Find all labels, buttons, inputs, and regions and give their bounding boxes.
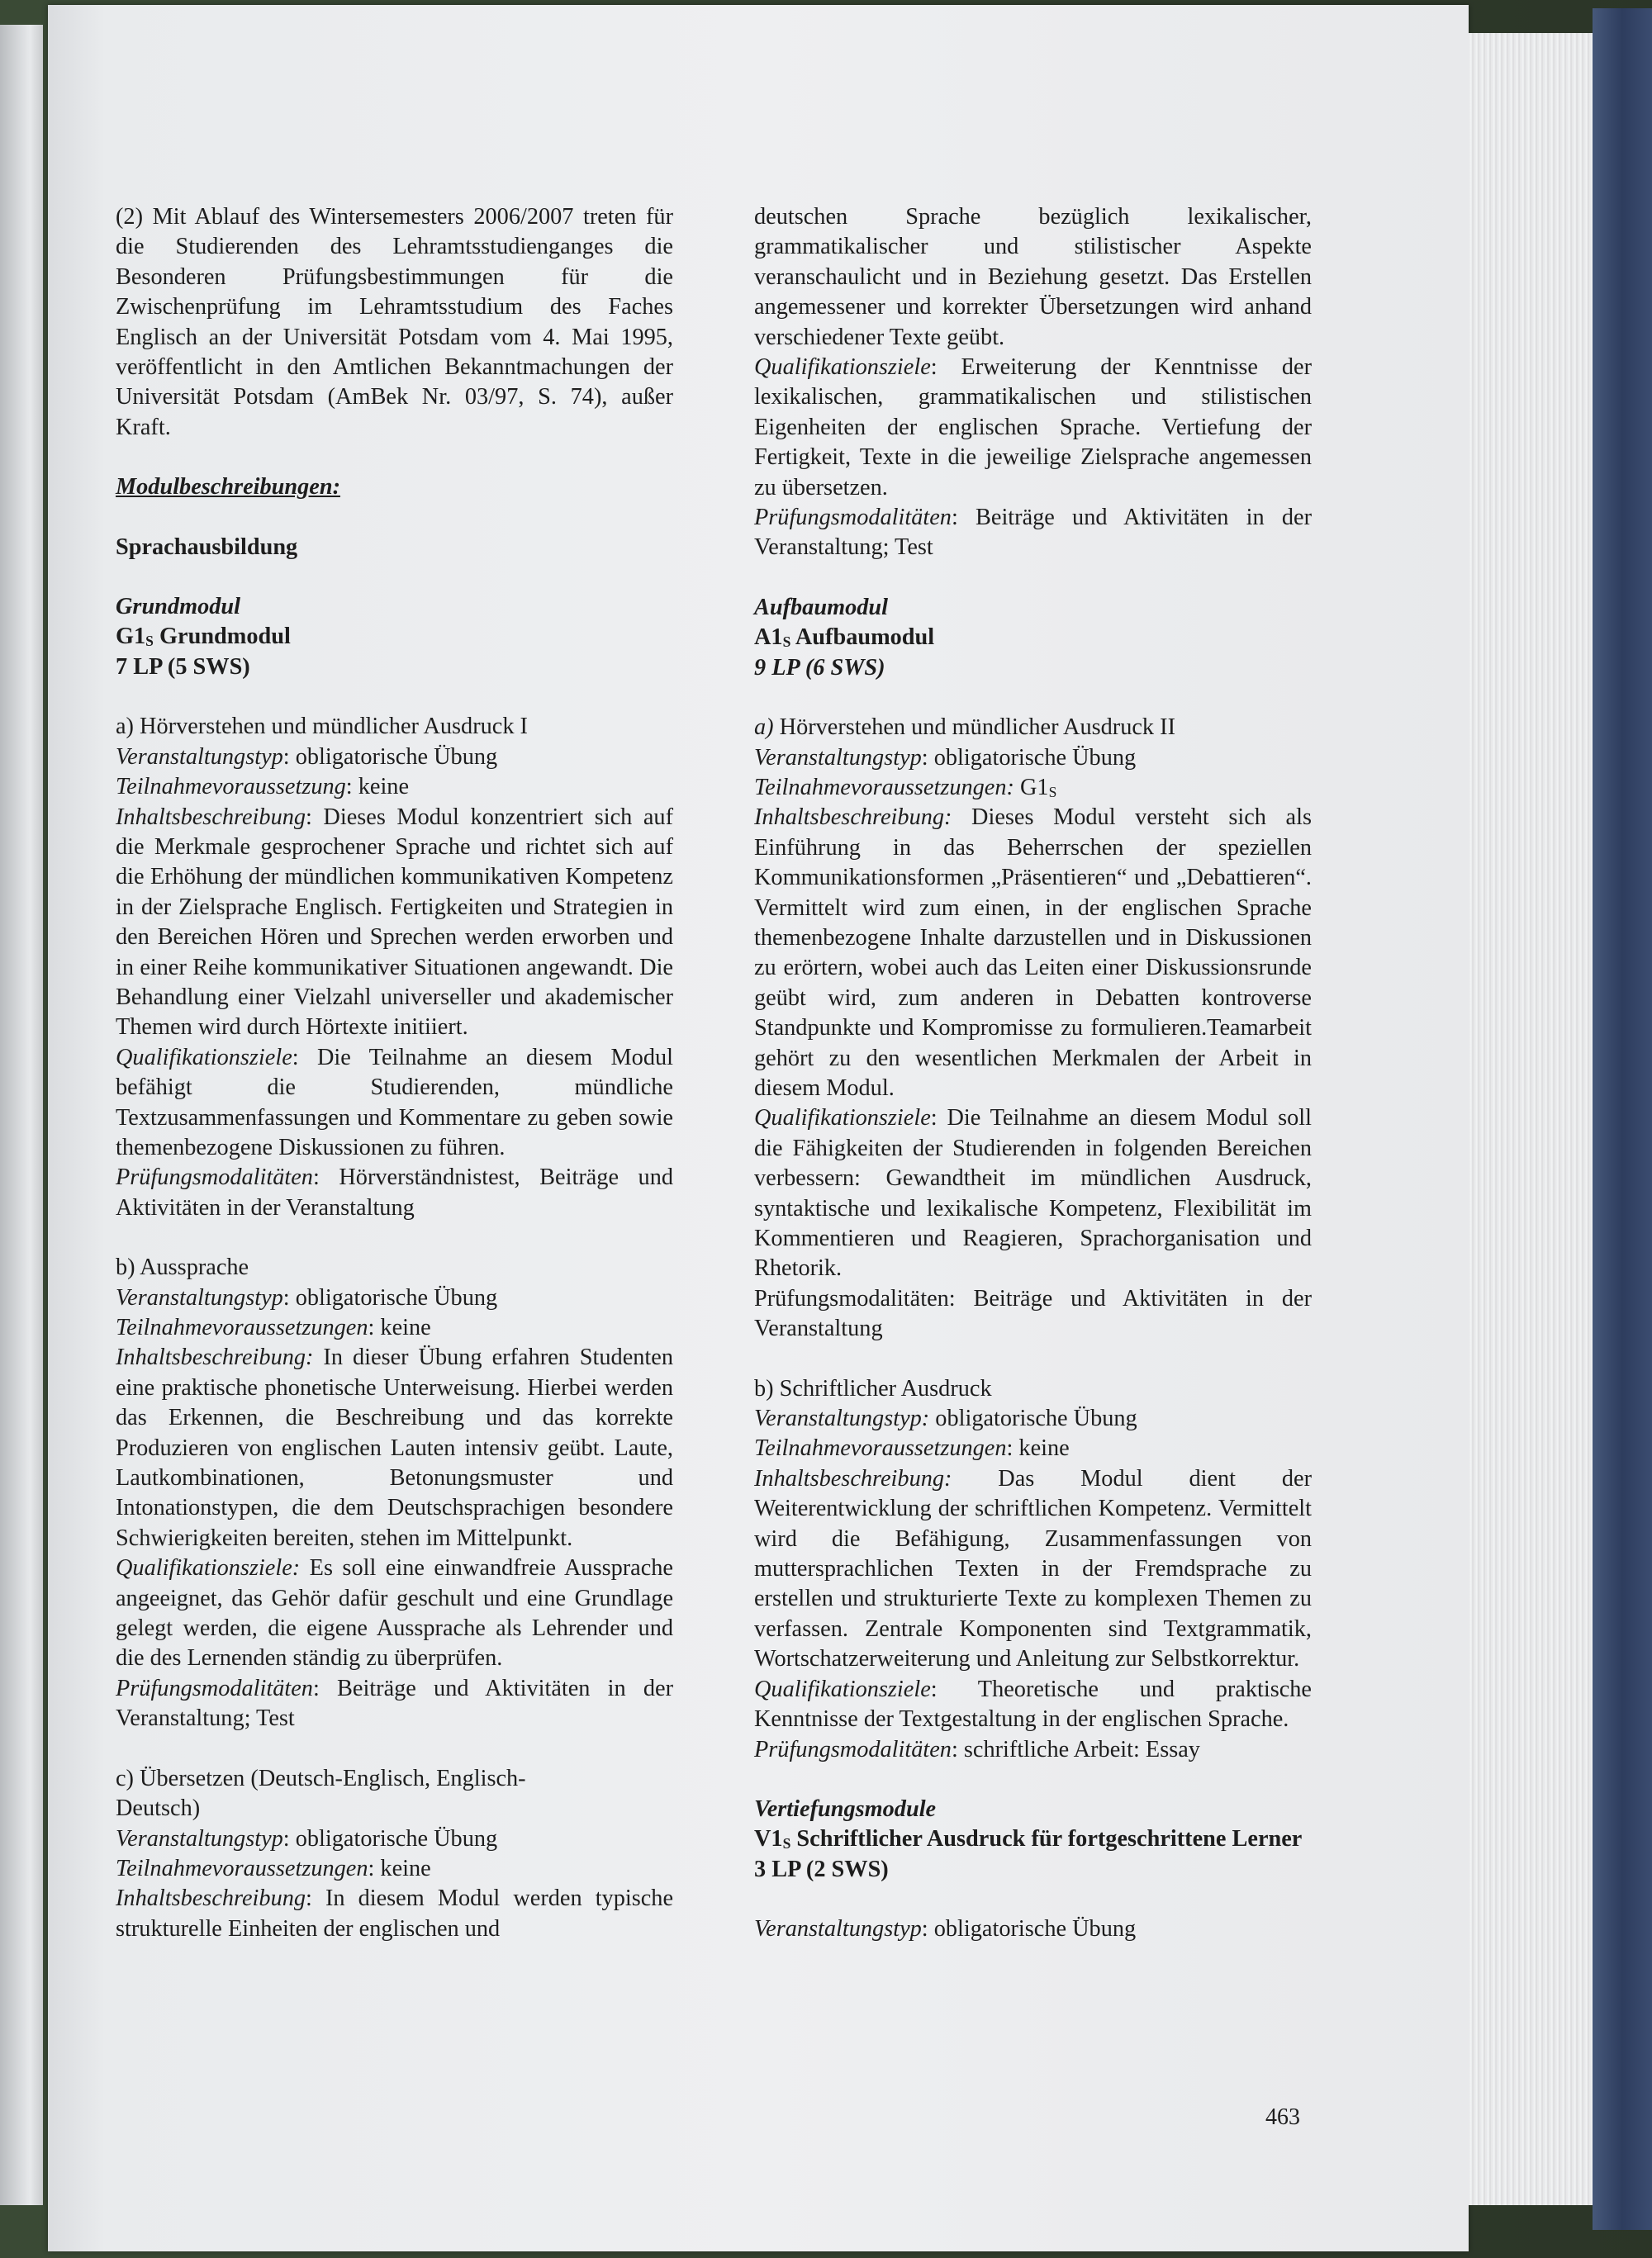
g1a-inhaltsbeschreibung: Inhaltsbeschreibung: Dieses Modul konzentriert sich auf die Merkmale gesprochener Sprache und richtet sich auf die Erhöhung der mündlichen kommunikativen Kompetenz in der Zielsprache Englisch. Fertigkeiten und Strategien in den Bereichen Hören und Sprechen werden erworben und in einer Reihe kommunikativer Situationen angewandt. Die Behandlung einer Vielzahl universeller und akademischer Themen wird durch Hörtexte initiiert. bbox=[116, 804, 673, 1041]
g1b-veranstaltungstyp: Veranstaltungstyp: obligatorische Übung bbox=[116, 1284, 498, 1311]
left-column bbox=[116, 202, 673, 1944]
g1-module-title: $G1_S$ Grundmodul bbox=[116, 624, 291, 650]
a1b-pruefungsmodalitaeten: Prüfungsmodalitäten: schriftliche Arbeit: Essay bbox=[754, 1736, 1200, 1762]
book-cover-edge bbox=[1593, 8, 1652, 2230]
a1-credits: 9 LP (6 SWS) bbox=[754, 654, 885, 681]
a1a-pruefungsmodalitaeten: Prüfungsmodalitäten: Beiträge und Aktivitäten in der Veranstaltung bbox=[754, 1285, 1312, 1342]
a1a-title: a) Hörverstehen und mündlicher Ausdruck II bbox=[754, 714, 1175, 741]
a1a-teilnahmevoraussetzungen: Teilnahmevoraussetzungen: $G1_S$ bbox=[754, 774, 1057, 801]
vertiefungsmodule-heading: Vertiefungsmodule bbox=[754, 1795, 937, 1822]
g1a-qualifikationsziele: Qualifikationsziele: Die Teilnahme an diesem Modul befähigt die Studierenden, mündliche Textzusammenfassungen und Kommentare zu geben sowie themenbezogene Diskussionen zu führen. bbox=[116, 1044, 673, 1160]
g1c-inhaltsbeschreibung-continued: deutschen Sprache bezüglich lexikalischer, grammatikalischer und stilistischer Aspekte veranschaulicht und in Beziehung gesetzt. Das Erstellen angemessener und korrekter Übersetzungen wird anhand verschiedener Texte geübt. bbox=[754, 204, 1312, 350]
g1c-title: c) Übersetzen (Deutsch-Englisch, Englisch-Deutsch) bbox=[116, 1765, 526, 1822]
g1b-teilnahmevoraussetzungen: Teilnahmevoraussetzungen: keine bbox=[116, 1315, 431, 1340]
a1a-veranstaltungstyp: Veranstaltungstyp: obligatorische Übung bbox=[754, 744, 1137, 771]
a1a-qualifikationsziele: Qualifikationsziele: Die Teilnahme an diesem Modul soll die Fähigkeiten der Studierenden in folgenden Bereichen verbessern: Gewandtheit im mündlichen Ausdruck, syntaktische und lexikalische Kompetenz, Flexibilität im Kommentieren und Reagieren, Sprachorganisation und Rhetorik. bbox=[754, 1105, 1312, 1282]
right-column bbox=[754, 202, 1312, 1945]
g1a-teilnahmevoraussetzung: Teilnahmevoraussetzung: keine bbox=[116, 774, 410, 800]
a1b-qualifikationsziele: Qualifikationsziele: Theoretische und praktische Kenntnisse der Textgestaltung in der englischen Sprache. bbox=[754, 1676, 1312, 1733]
g1b-qualifikationsziele: Qualifikationsziele: Es soll eine einwandfreie Aussprache angeeignet, das Gehör dafür geschult und eine Grundlage gelegt werden, die eigene Aussprache als Lehrender und die des Lernenden ständig zu überprüfen. bbox=[116, 1555, 673, 1672]
a1b-veranstaltungstyp: Veranstaltungstyp: obligatorische Übung bbox=[754, 1406, 1137, 1432]
g1b-pruefungsmodalitaeten: Prüfungsmodalitäten: Beiträge und Aktivitäten in der Veranstaltung; Test bbox=[116, 1675, 673, 1732]
page-number: 463 bbox=[1265, 2104, 1300, 2130]
g1c-qualifikationsziele: Qualifikationsziele: Erweiterung der Kenntnisse der lexikalischen, grammatikalischen und stilistischen Eigenheiten der englischen Sprache. Vertiefung der Fertigkeit, Texte in die jeweilige Zielsprache angemessen zu übersetzen. bbox=[754, 354, 1312, 500]
v1-module-title: $V1_S$ Schriftlicher Ausdruck für fortgeschrittene Lerner bbox=[754, 1826, 1303, 1852]
a1a-inhaltsbeschreibung: Inhaltsbeschreibung: Dieses Modul versteht sich als Einführung in das Beherrschen der speziellen Kommunikationsformen „Präsentieren“ und „Debattieren“. Vermittelt wird zum einen, in der englischen Sprache themenbezogene Inhalte darzustellen und in Diskussionen zu erörtern, wobei auch das Leiten einer Diskussionsrunde geübt wird, zum anderen in Debatten kontroverse Standpunkte und Kompromisse zu formulieren.Teamarbeit gehört zu den wesentlichen Merkmalen der Arbeit in diesem Modul. bbox=[754, 804, 1312, 1101]
a1-module-title: $A1_S$ Aufbaumodul bbox=[754, 624, 935, 651]
g1c-teilnahmevoraussetzungen: Teilnahmevoraussetzungen: keine bbox=[116, 1855, 431, 1881]
g1c-pruefungsmodalitaeten: Prüfungsmodalitäten: Beiträge und Aktivitäten in der Veranstaltung; Test bbox=[754, 505, 1312, 561]
a1b-title: b) Schriftlicher Ausdruck bbox=[754, 1375, 992, 1402]
paragraph-2: (2) Mit Ablauf des Wintersemesters 2006/2007 treten für die Studierenden des Lehramtsstudienganges die Besonderen Prüfungsbestimmungen für die Zwischenprüfung im Lehramtsstudium des Faches Englisch an der Universität Potsdam vom 4. Mai 1995, veröffentlicht in den Amtlichen Bekanntmachungen der Universität Potsdam (AmBek Nr. 03/97, S. 74), außer Kraft. bbox=[116, 204, 673, 440]
a1b-inhaltsbeschreibung: Inhaltsbeschreibung: Das Modul dient der Weiterentwicklung der schriftlichen Kompetenz. Vermittelt wird die Befähigung, Zusammenfassungen von muttersprachlichen Texten in der Fremdsprache zu erstellen und strukturierte Texte zu komplexen Themen zu verfassen. Zentrale Komponenten sind Textgrammatik, Wortschatzerweiterung und Anleitung zur Selbstkorrektur. bbox=[754, 1465, 1312, 1672]
g1a-pruefungsmodalitaeten: Prüfungsmodalitäten: Hörverständnistest, Beiträge und Aktivitäten in der Veranstaltung bbox=[116, 1165, 673, 1221]
a1b-teilnahmevoraussetzungen: Teilnahmevoraussetzungen: keine bbox=[754, 1435, 1070, 1462]
sprachausbildung-heading: Sprachausbildung bbox=[116, 534, 298, 560]
grundmodul-heading: Grundmodul bbox=[116, 594, 240, 620]
page-stack-edges bbox=[1469, 33, 1593, 2205]
g1a-veranstaltungstyp: Veranstaltungstyp: obligatorische Übung bbox=[116, 743, 498, 770]
aufbaumodul-heading: Aufbaumodul bbox=[754, 594, 888, 620]
previous-page-edge bbox=[0, 25, 43, 2205]
g1c-inhaltsbeschreibung: Inhaltsbeschreibung: In diesem Modul werden typische strukturelle Einheiten der englischen und bbox=[116, 1886, 673, 1942]
g1-credits: 7 LP (5 SWS) bbox=[116, 653, 250, 680]
g1b-inhaltsbeschreibung: Inhaltsbeschreibung: In dieser Übung erfahren Studenten eine praktische phonetische Unterweisung. Hierbei werden das Erkennen, die Beschreibung und das korrekte Produzieren von englischen Lauten intensiv geübt. Laute, Lautkombinationen, Betonungsmuster und Intonationstypen, die dem Deutschsprachigen besondere Schwierigkeiten bereiten, stehen im Mittelpunkt. bbox=[116, 1345, 673, 1551]
v1-credits: 3 LP (2 SWS) bbox=[754, 1856, 889, 1882]
g1b-title: b) Aussprache bbox=[116, 1255, 249, 1281]
g1c-veranstaltungstyp: Veranstaltungstyp: obligatorische Übung bbox=[116, 1825, 498, 1852]
g1a-title: a) Hörverstehen und mündlicher Ausdruck I bbox=[116, 714, 528, 740]
v1-veranstaltungstyp: Veranstaltungstyp: obligatorische Übung bbox=[754, 1916, 1137, 1943]
modulbeschreibungen-heading: Modulbeschreibungen: bbox=[116, 474, 340, 500]
